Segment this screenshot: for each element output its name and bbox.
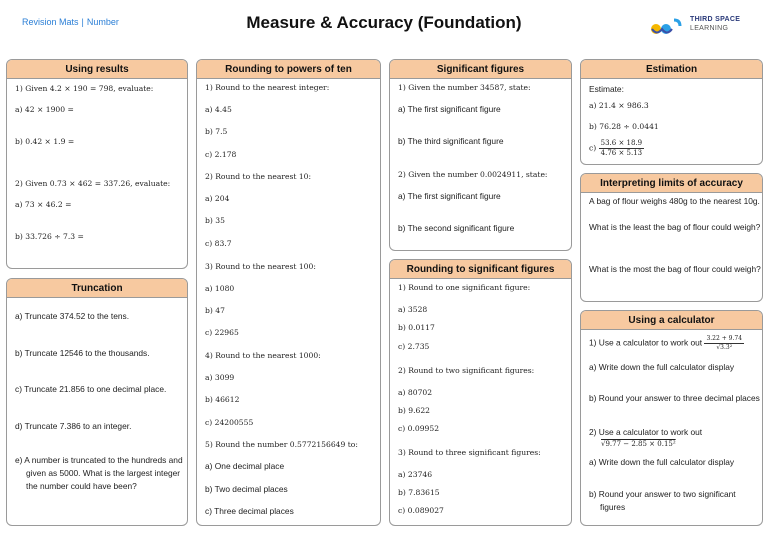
est-c-fraction xyxy=(599,139,645,158)
calc-q2: 2) Use a calculator to work out xyxy=(589,427,703,437)
using-results-q1b: b) 0.42 × 1.9 = xyxy=(15,137,75,146)
est-intro: Estimate: xyxy=(589,84,624,94)
calc-q2b: b) Round your answer to two significant figures xyxy=(589,489,736,512)
calc-q2-expression: √9.77 − 2.85 × 0.15² xyxy=(601,440,676,448)
rp-q5: 5) Round the number 0.5772156649 to: xyxy=(205,440,358,449)
rs-q3b: b) 7.83615 xyxy=(398,488,440,497)
rs-q1a: a) 3528 xyxy=(398,305,428,314)
est-b: b) 76.28 ÷ 0.0441 xyxy=(589,122,659,131)
rp-q1c: c) 2.178 xyxy=(205,150,237,159)
rp-q4a: a) 3099 xyxy=(205,373,235,382)
rp-q5c: c) Three decimal places xyxy=(205,506,294,516)
logo-icon xyxy=(650,14,686,38)
calc-q1b: b) Round your answer to three decimal places xyxy=(589,393,760,403)
rp-q1b: b) 7.5 xyxy=(205,127,228,136)
truncation-c: c) Truncate 21.856 to one decimal place. xyxy=(15,384,167,394)
rp-q5a: a) One decimal place xyxy=(205,461,285,471)
using-results-panel xyxy=(6,59,188,269)
rp-q3a: a) 1080 xyxy=(205,284,235,293)
sf-q2a: a) The first significant figure xyxy=(398,191,501,201)
page-title: Measure & Accuracy (Foundation) xyxy=(246,13,522,32)
estimation-title: Estimation xyxy=(581,60,762,79)
rounding-powers-panel xyxy=(196,59,381,526)
rs-q3a: a) 23746 xyxy=(398,470,433,479)
limits-panel xyxy=(580,173,763,302)
rp-q2a: a) 204 xyxy=(205,194,230,203)
truncation-title: Truncation xyxy=(7,279,187,298)
est-c xyxy=(589,139,644,158)
sf-q1b: b) The third significant figure xyxy=(398,136,504,146)
rs-q3c: c) 0.089027 xyxy=(398,506,444,515)
limits-title: Interpreting limits of accuracy xyxy=(581,174,762,193)
rp-q4b: b) 46612 xyxy=(205,395,240,404)
using-results-title: Using results xyxy=(7,60,187,79)
rp-q1: 1) Round to the nearest integer: xyxy=(205,83,330,92)
logo-line-1: THIRD SPACE xyxy=(690,16,741,23)
rp-q3: 3) Round to the nearest 100: xyxy=(205,262,316,271)
rounding-sig-title: Rounding to significant figures xyxy=(390,260,571,279)
rs-q2: 2) Round to two significant figures: xyxy=(398,366,535,375)
rp-q3b: b) 47 xyxy=(205,306,225,315)
rs-q1c: c) 2.735 xyxy=(398,342,430,351)
calc-q1 xyxy=(589,335,744,352)
using-results-q1a: a) 42 × 1900 = xyxy=(15,105,74,114)
rounding-powers-title: Rounding to powers of ten xyxy=(197,60,380,79)
truncation-b: b) Truncate 12546 to the thousands. xyxy=(15,348,150,358)
using-results-q2b: b) 33.726 ÷ 7.3 = xyxy=(15,232,84,241)
limits-p2: What is the least the bag of flour could weigh? xyxy=(589,222,761,232)
est-a: a) 21.4 × 986.3 xyxy=(589,101,649,110)
rp-q4c: c) 24200555 xyxy=(205,418,254,427)
rp-q2: 2) Round to the nearest 10: xyxy=(205,172,312,181)
calculator-title: Using a calculator xyxy=(581,311,762,330)
sf-q1a: a) The first significant figure xyxy=(398,104,501,114)
truncation-d: d) Truncate 7.386 to an integer. xyxy=(15,421,132,431)
third-space-logo xyxy=(650,14,750,38)
brand-right: Number xyxy=(86,17,119,27)
limits-p3: What is the most the bag of flour could weigh? xyxy=(589,264,761,274)
brand-left: Revision Mats xyxy=(22,17,79,27)
calc-q1-fraction xyxy=(704,335,744,352)
using-results-q2: 2) Given 0.73 × 462 = 337.26, evaluate: xyxy=(15,179,171,188)
rp-q2c: c) 83.7 xyxy=(205,239,232,248)
truncation-a: a) Truncate 374.52 to the tens. xyxy=(15,311,130,321)
sf-q2: 2) Given the number 0.0024911, state: xyxy=(398,170,548,179)
logo-line-2: LEARNING xyxy=(690,25,729,32)
rs-q2c: c) 0.09952 xyxy=(398,424,440,433)
limits-p1: A bag of flour weighs 480g to the nearest 10g. xyxy=(589,196,760,206)
calc-q1a: a) Write down the full calculator display xyxy=(589,362,735,372)
rounding-sig-panel xyxy=(389,259,572,526)
truncation-e: e) A number is truncated to the hundreds and given as 5000. What is the largest integer the number could have been? xyxy=(15,455,183,491)
using-results-q1: 1) Given 4.2 × 190 = 798, evaluate: xyxy=(15,84,154,93)
calc-q1-numerator: 3.22 + 9.74 xyxy=(706,335,743,342)
rp-q1a: a) 4.45 xyxy=(205,105,232,114)
rp-q4: 4) Round to the nearest 1000: xyxy=(205,351,321,360)
brand-breadcrumb: Revision Mats | Number xyxy=(22,17,119,27)
est-c-label: c) xyxy=(589,143,597,153)
rp-q2b: b) 35 xyxy=(205,216,225,225)
sf-q1: 1) Given the number 34587, state: xyxy=(398,83,531,92)
calculator-panel xyxy=(580,310,763,526)
rs-q1b: b) 0.0117 xyxy=(398,323,435,332)
estimation-panel xyxy=(580,59,763,165)
sig-figs-panel xyxy=(389,59,572,251)
rp-q3c: c) 22965 xyxy=(205,328,239,337)
est-c-denominator: 4.76 × 5.13 xyxy=(600,149,643,157)
rs-q1: 1) Round to one significant figure: xyxy=(398,283,531,292)
calc-q1-denominator: √3.3² xyxy=(716,344,733,351)
est-c-numerator: 53.6 × 18.9 xyxy=(600,139,643,147)
sig-figs-title: Significant figures xyxy=(390,60,571,79)
rp-q5b: b) Two decimal places xyxy=(205,484,288,494)
truncation-panel xyxy=(6,278,188,526)
rs-q3: 3) Round to three significant figures: xyxy=(398,448,541,457)
rs-q2b: b) 9.622 xyxy=(398,406,430,415)
rs-q2a: a) 80702 xyxy=(398,388,433,397)
using-results-q2a: a) 73 × 46.2 = xyxy=(15,200,72,209)
calc-q1-text: 1) Use a calculator to work out xyxy=(589,337,703,348)
sf-q2b: b) The second significant figure xyxy=(398,223,515,233)
calc-q2a: a) Write down the full calculator display xyxy=(589,457,735,467)
